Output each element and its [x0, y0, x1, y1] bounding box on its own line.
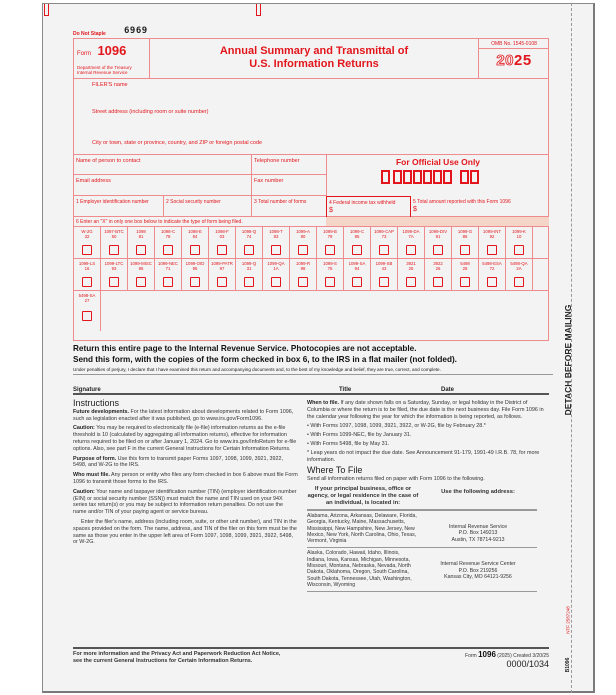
bold-lead: Purpose of form. [73, 455, 117, 462]
form-type-cell [479, 227, 506, 259]
bold-lead: Future developments. [73, 408, 130, 415]
form-type-code: 03 [219, 234, 225, 239]
form-type-code: 91 [435, 234, 441, 239]
footer-divider [73, 647, 549, 649]
form-number: 1096 [478, 650, 496, 659]
form-word: Form [465, 653, 477, 659]
street-address-label: Street address (including room or suite number) [92, 109, 209, 115]
b-code-text: B1096 [565, 657, 571, 672]
form-type-checkbox[interactable] [352, 245, 362, 255]
box2-label: 2 Social security number [166, 199, 221, 205]
form-type-name: 1097-BTC [104, 229, 124, 234]
form-type-checkbox[interactable] [271, 245, 281, 255]
box1-label: 1 Employer identification number [76, 199, 149, 205]
form-type-row-1 [74, 227, 549, 259]
form-type-cell [74, 259, 101, 291]
form-type-name: 1099-R [295, 261, 311, 266]
mailing-address [419, 513, 537, 544]
return-line-2: Send this form, with the copies of the form checked in box 6, to the IRS in a flat mailer (not folded). [73, 354, 457, 364]
numbers-row [74, 196, 549, 217]
total-forms-field[interactable] [252, 196, 326, 217]
states-list: Alabama, Arizona, Arkansas, Delaware, Florida, Georgia, Kentucky, Maine, Massachusetts, Mississippi, New Hampshire, New Jersey, New Mexico, New York, North Carolina, Ohio, Texas, Vermont, Virginia [307, 512, 417, 545]
year-outline: 20 [496, 52, 514, 69]
form-type-cell [128, 259, 155, 291]
form-type-code: 94 [354, 266, 360, 271]
form-type-checkbox[interactable] [82, 311, 92, 321]
form-type-code: 25 [408, 266, 414, 271]
form-type-row-2 [74, 259, 549, 291]
form-type-checkbox[interactable] [460, 277, 470, 287]
form-type-cell [101, 227, 128, 259]
form-type-cell [290, 227, 317, 259]
form-type-name: 1099-DIV [428, 229, 448, 234]
form-type-cell [371, 227, 398, 259]
form-number: 1096 [97, 43, 127, 58]
official-use-block [327, 155, 549, 196]
form-type-code: 74 [246, 234, 252, 239]
privacy-line-2: see the current General Instructions for Certain Information Returns. [73, 657, 253, 664]
irs-line: Internal Revenue Service [77, 70, 128, 75]
where-to-file-table [307, 486, 537, 592]
form-type-name: 1099-MISC [130, 261, 152, 266]
instructions-column [73, 400, 298, 549]
column-header-address: Use the following address: [441, 488, 515, 495]
fax-field[interactable] [252, 175, 326, 196]
instructions-heading: Instructions [73, 398, 120, 408]
form-footer-id [465, 650, 549, 659]
purpose-of-form [73, 456, 298, 470]
form-type-code: 10 [516, 234, 522, 239]
form-type-checkbox[interactable] [433, 245, 443, 255]
dollar-sign: $ [329, 207, 333, 214]
form-type-checkbox[interactable] [487, 277, 497, 287]
form-type-grid [74, 227, 549, 331]
form-type-checkbox[interactable] [379, 245, 389, 255]
form-type-cell [317, 227, 344, 259]
corner-crop-mark [44, 4, 49, 16]
states-list: Alaska, Colorado, Hawaii, Idaho, Illinois, Indiana, Iowa, Kansas, Michigan, Minnesota, Missouri, Montana, Nebraska, Nevada, North Dakota, Oklahoma, Oregon, South Carolina, South Dakota, Tennessee, Utah, Washington, Wisconsin, Wyoming [307, 550, 412, 588]
paragraph-text: Any person or entity who files any form checked in box 6 above must file Form 1096 to transmit those forms to the IRS. [73, 472, 298, 485]
form-type-name: 5498-QA [510, 261, 528, 266]
email-field[interactable] [74, 175, 252, 196]
detach-text: DETACH BEFORE MAILING [563, 304, 573, 416]
official-use-boxes [381, 170, 480, 184]
form-type-name: 1099-S [323, 261, 337, 266]
form-type-name: 1099-NEC [157, 261, 179, 266]
official-box [470, 170, 479, 184]
omb-year-block [478, 39, 549, 79]
form-type-checkbox[interactable] [109, 245, 119, 255]
form-type-cell [290, 259, 317, 291]
form-type-cell [209, 227, 236, 259]
form-type-code: 32 [84, 234, 90, 239]
address-line: P.O. Box 219256 [458, 567, 498, 574]
form-type-name: 3922 [433, 261, 443, 266]
form-type-code: 85 [354, 234, 360, 239]
form-type-name: 1098-E [188, 229, 202, 234]
form-type-checkbox[interactable] [406, 277, 416, 287]
form-type-name: 1099-G [457, 229, 473, 234]
form-type-code: 86 [462, 234, 468, 239]
form-type-code: 95 [138, 266, 144, 271]
form-type-name: 1098-C [160, 229, 176, 234]
bold-lead: When to file. [307, 400, 340, 406]
when-to-file [307, 400, 549, 420]
form-type-cell [74, 227, 101, 259]
form-type-cell [236, 227, 263, 259]
where-to-file-intro: Send all information returns filed on paper with Form 1096 to the following. [307, 476, 485, 483]
form-type-code: 73 [381, 234, 387, 239]
address-line: Kansas City, MO 64121-9256 [444, 574, 512, 581]
bold-lead: Caution: [73, 488, 95, 495]
b1096-label [561, 652, 575, 677]
tax-year [479, 49, 549, 69]
signature-label: Signature [73, 387, 101, 393]
form-type-checkbox[interactable] [217, 277, 227, 287]
privacy-notice [73, 651, 280, 664]
form-type-name: 1099-LTC [104, 261, 124, 266]
handwritten-number: 6969 [124, 26, 148, 36]
detach-label [561, 270, 575, 450]
form-type-checkbox[interactable] [325, 277, 335, 287]
contact-person-label: Name of person to contact [76, 158, 141, 164]
form-type-cell [101, 259, 128, 291]
form-type-code: 16 [84, 266, 90, 271]
form-type-cell [182, 259, 209, 291]
form-type-cell [74, 291, 101, 331]
form-1096-box [73, 38, 549, 341]
form-type-code: 79 [327, 234, 333, 239]
form-type-checkbox[interactable] [190, 277, 200, 287]
form-type-cell [425, 259, 452, 291]
form-type-cell [371, 259, 398, 291]
form-type-checkbox[interactable] [190, 245, 200, 255]
telephone-label: Telephone number [254, 158, 300, 164]
ntf-label [561, 600, 575, 640]
department-line: Department of the Treasury [77, 65, 132, 70]
form-type-cell [344, 259, 371, 291]
title-label: Title [339, 387, 352, 393]
paragraph-text: For the latest information about developments related to Form 1096, such as legislation enacted after it was published, go to www.irs.gov/Form1096. [73, 408, 294, 422]
form-type-name: 1099-CAP [374, 229, 394, 234]
leap-year-footnote: * Leap years do not impact the due date. See Announcement 91-179, 1991-49 I.R.B. 78, for more information. [307, 449, 540, 463]
form-type-code: 31 [246, 266, 252, 271]
form-type-checkbox[interactable] [379, 277, 389, 287]
official-use-label: For Official Use Only [395, 157, 481, 167]
form-type-cell [398, 259, 425, 291]
address-line: Austin, TX 78714-9213 [451, 536, 505, 543]
form-type-checkbox[interactable] [109, 277, 119, 287]
caution-efile [73, 425, 298, 452]
ssn-field[interactable] [164, 196, 252, 217]
form-type-code: 84 [192, 234, 198, 239]
form-type-code: 81 [138, 234, 144, 239]
form-type-checkbox[interactable] [325, 245, 335, 255]
telephone-field[interactable] [252, 155, 326, 175]
form-type-checkbox[interactable] [82, 277, 92, 287]
form-type-name: 5498-SA [78, 293, 96, 298]
privacy-line-1: For more information and the Privacy Act and Paperwork Reduction Act Notice, [73, 651, 281, 657]
ein-field[interactable] [74, 196, 164, 217]
contact-person-field[interactable] [74, 155, 252, 175]
form-type-name: 1099-OID [185, 261, 205, 266]
form-type-cell [317, 259, 344, 291]
who-must-file [73, 472, 298, 486]
form-type-checkbox[interactable] [352, 277, 362, 287]
official-box [460, 170, 469, 184]
form-word: Form [77, 51, 91, 57]
form-type-name: 1099-SA [348, 261, 366, 266]
official-box [443, 170, 452, 184]
perjury-statement: Under penalties of perjury, I declare that I have examined this return and accompanying documents and, to the best of my knowledge and belief, they are true, correct, and complete. [73, 367, 553, 375]
form-type-code: 71 [165, 266, 171, 271]
dollar-sign: $ [413, 206, 417, 213]
fax-label: Fax number [254, 178, 284, 184]
form-type-name: 3921 [406, 261, 416, 266]
form-type-checkbox[interactable] [217, 245, 227, 255]
title-line-2: U.S. Information Returns [249, 58, 379, 70]
form-type-code: 26 [435, 266, 441, 271]
official-box [393, 170, 402, 184]
form-type-checkbox[interactable] [82, 245, 92, 255]
form-type-name: 1099-B [323, 229, 337, 234]
do-not-staple-label: Do Not Staple [73, 31, 106, 37]
bullet-item: • With Forms 1097, 1098, 1099, 3921, 3922, or W-2G, file by February 28.* [307, 423, 486, 430]
form-type-code: 92 [489, 234, 495, 239]
form-type-name: 1099-A [296, 229, 310, 234]
form-type-cell [506, 227, 533, 259]
bullet-item: • With Forms 1099-NEC, file by January 31. [307, 432, 412, 439]
table-header [307, 486, 537, 511]
form-type-code: 93 [111, 266, 117, 271]
form-type-cell [155, 227, 182, 259]
form-type-cell [236, 259, 263, 291]
when-where-column [307, 400, 549, 592]
filer-block[interactable] [74, 79, 549, 155]
email-label: Email address [76, 178, 111, 184]
form-type-name: 1098 [136, 229, 146, 234]
form-type-name: 1099-QA [267, 261, 285, 266]
date-label: Date [441, 387, 455, 393]
form-type-name: 1098-Q [241, 229, 257, 234]
form-type-code: 7A [408, 234, 414, 239]
bold-lead: Caution: [73, 425, 95, 432]
form-type-code: 1A [273, 266, 279, 271]
year-solid: 25 [514, 52, 532, 69]
form-type-code: 83 [273, 234, 279, 239]
official-box [381, 170, 390, 184]
form-type-cell [452, 259, 479, 291]
form-type-checkbox[interactable] [136, 245, 146, 255]
table-row [307, 511, 537, 548]
form-type-code: 2A [516, 266, 522, 271]
form-type-checkbox[interactable] [244, 245, 254, 255]
form-type-code: 80 [300, 234, 306, 239]
form-type-checkbox[interactable] [163, 277, 173, 287]
form-type-cell [452, 227, 479, 259]
form-type-checkbox[interactable] [298, 277, 308, 287]
paragraph-text: You may be required to electronically file (e-file) information returns as the e-file threshold is 10 (calculated by aggregating all information returns), effective for information returns required to be filed on or after January 1, 2024. Go to www.irs.gov/InfoReturn for e-file options. Also, see part F in the current General Instructions for Certain Information Returns. [73, 425, 297, 452]
form-type-name: 1099-LS [78, 261, 96, 266]
created-date: (2025) Created 3/20/25 [497, 653, 549, 659]
address-line: Internal Revenue Service [448, 523, 508, 530]
form-type-code: 97 [219, 266, 225, 271]
table-row [307, 548, 537, 592]
mailing-address [419, 550, 537, 588]
filer-name-label: FILER'S name [92, 82, 128, 88]
form-type-code: 98 [300, 266, 306, 271]
form-id-block [74, 39, 150, 79]
form-type-cell [398, 227, 425, 259]
form-type-checkbox[interactable] [433, 277, 443, 287]
form-type-cell [344, 227, 371, 259]
box5-label: 5 Total amount reported with this Form 1096 [413, 199, 511, 205]
form-type-name: 1098-T [269, 229, 283, 234]
form-type-name: 1099-K [512, 229, 526, 234]
total-amount-field[interactable] [411, 196, 549, 217]
form-type-name: 1099-PATR [211, 261, 233, 266]
box6-instruction: 6 Enter an "X" in only one box below to indicate the type of form being filed. [74, 217, 549, 227]
form-type-cell [209, 259, 236, 291]
form-type-row-3 [74, 291, 549, 331]
form-type-name: 1099-Q [241, 261, 257, 266]
form-type-name: W-2G [81, 229, 93, 234]
department-label [77, 65, 132, 75]
address-line: P.O. Box 149213 [458, 530, 498, 537]
enter-filer-info: Enter the filer's name, address (including room, suite, or other unit number), and TIN in the spaces provided on the form. The name, address, and TIN of the filer on this form must be the same as those you enter in the upper left area of Form 1097, 1098, 1099, 3921, 3922, 5498, or W-2G. [73, 518, 297, 546]
caution-tin [73, 489, 298, 516]
form-title [150, 39, 478, 79]
form-type-cell [506, 259, 533, 291]
form-type-checkbox[interactable] [298, 245, 308, 255]
form-type-cell [155, 259, 182, 291]
box4-label: 4 Federal income tax withheld [329, 200, 396, 206]
title-line-1: Annual Summary and Transmittal of [219, 45, 409, 57]
form-type-name: 1099-C [349, 229, 365, 234]
form-type-code: 27 [84, 298, 90, 303]
form-type-name: 1099-INT [483, 229, 501, 234]
signature-line[interactable] [73, 387, 549, 395]
form-type-cell [128, 227, 155, 259]
form-type-code: 72 [489, 266, 495, 271]
form-type-checkbox[interactable] [244, 277, 254, 287]
where-to-file-heading: Where To File [307, 465, 363, 476]
form-type-name: 1099-SB [375, 261, 393, 266]
center-crop-mark [256, 4, 261, 16]
form-type-checkbox[interactable] [406, 245, 416, 255]
paragraph-text: Use this form to transmit paper Forms 1097, 1098, 1099, 3921, 3922, 5498, and W-2G to the IRS. [73, 455, 284, 469]
address-line: Internal Revenue Service Center [440, 561, 516, 568]
city-label: City or town, state or province, country, and ZIP or foreign postal code [92, 140, 263, 146]
form-type-checkbox[interactable] [514, 277, 524, 287]
form-type-code: 50 [111, 234, 117, 239]
form-type-code: 78 [165, 234, 171, 239]
form-type-checkbox[interactable] [136, 277, 146, 287]
form-type-code: 75 [327, 266, 333, 271]
form-type-code: 43 [381, 266, 387, 271]
form-type-code: 96 [192, 266, 198, 271]
form-type-name: 5498-ESA [482, 261, 502, 266]
official-box [413, 170, 422, 184]
form-type-cell [182, 227, 209, 259]
future-developments [73, 409, 298, 423]
paragraph-text: If any date shown falls on a Saturday, Sunday, or legal holiday in the District of Columbia or where the return is to be filed, the due date is the next business day. File Form 1096 in the calendar year following the year for which the information is being reported, as follows. [307, 400, 544, 420]
official-box [433, 170, 442, 184]
return-line-1: Return this entire page to the Internal Revenue Service. Photocopies are not acceptable. [73, 344, 417, 353]
form-type-checkbox[interactable] [163, 245, 173, 255]
form-type-checkbox[interactable] [271, 277, 281, 287]
paragraph-text: Your name and taxpayer identification number (TIN) (employer identification number (EIN) or social security number (SSN)) must match the name and TIN used on your 94X series tax return(s) or you may be subject to information return penalties. Do not use the name and/or TIN of your paying agent or service bureau. [73, 488, 297, 516]
federal-tax-withheld-field[interactable] [326, 196, 411, 218]
form-type-code: 28 [462, 266, 468, 271]
form-type-cell [263, 227, 290, 259]
official-box [423, 170, 432, 184]
form-type-cell [263, 259, 290, 291]
bold-lead: Who must file. [73, 472, 110, 479]
form-type-checkbox[interactable] [514, 245, 524, 255]
form-type-name: 1099-DA [402, 229, 420, 234]
form-type-checkbox[interactable] [487, 245, 497, 255]
form-type-cell [425, 227, 452, 259]
bullet-item: • With Forms 5498, file by May 31. [307, 440, 390, 447]
box3-label: 3 Total number of forms [254, 199, 307, 205]
omb-number: OMB No. 1545-0108 [479, 39, 549, 49]
official-box [403, 170, 412, 184]
form-type-checkbox[interactable] [460, 245, 470, 255]
form-type-cell [479, 259, 506, 291]
form-type-name: 5498 [460, 261, 470, 266]
ntf-text: NTF 2587248 [565, 606, 571, 634]
form-code: 0000/1034 [506, 659, 549, 669]
return-notice [73, 344, 553, 365]
form-type-name: 1098-F [215, 229, 229, 234]
column-header-location: If your principal business, office or agency, or legal residence in the case of an individual, is located in: [307, 485, 419, 506]
